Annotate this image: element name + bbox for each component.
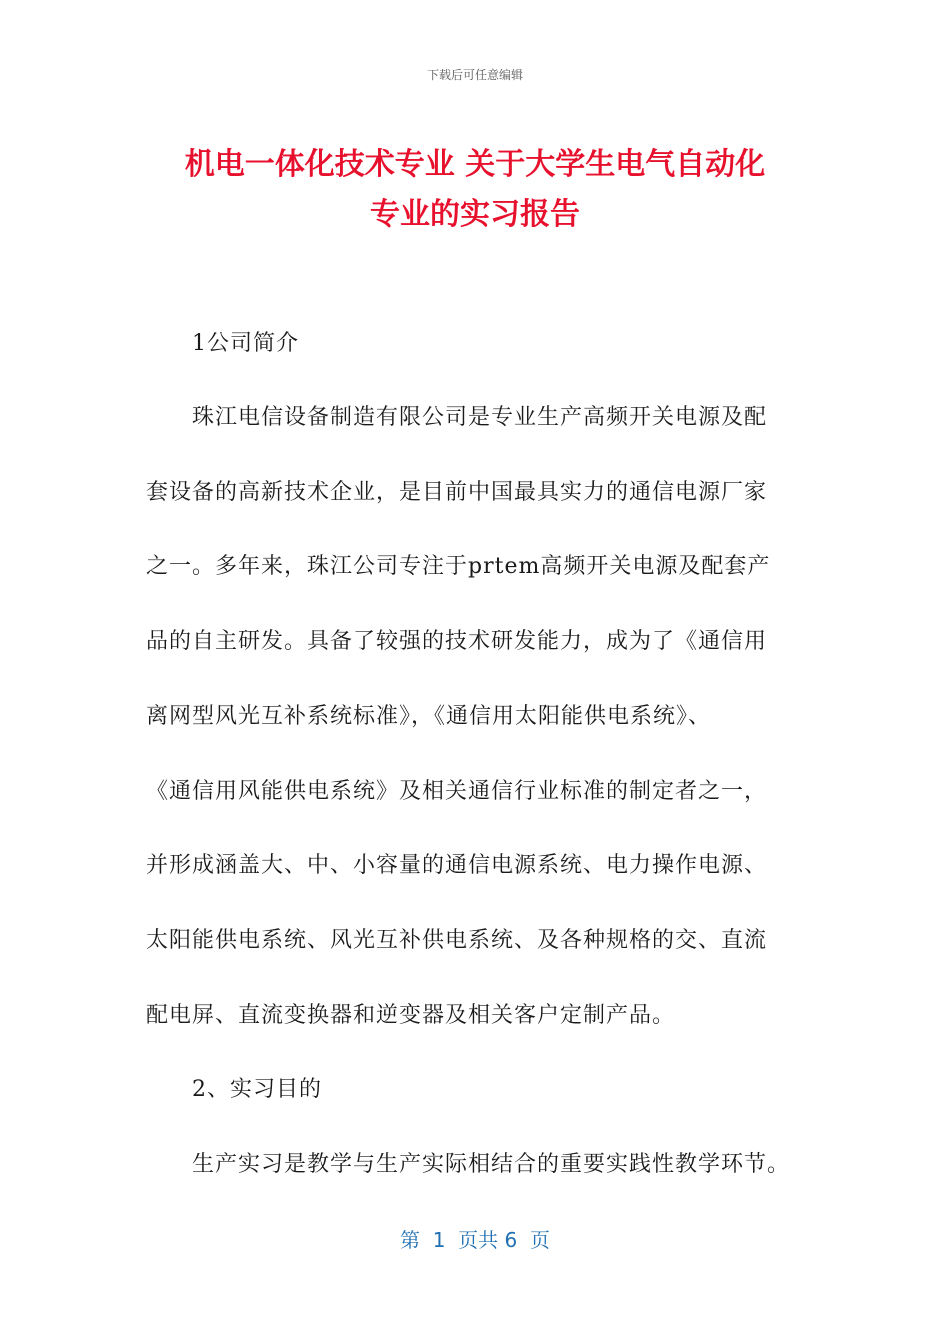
paragraph-line: 之一。多年来，珠江公司专注于prtem高频开关电源及配套产 xyxy=(146,554,771,579)
title-line-2: 专业的实习报告 xyxy=(370,197,580,232)
paragraph-line: 离网型风光互补系统标准》，《通信用太阳能供电系统》、 xyxy=(146,704,712,729)
paragraph-line: 品的自主研发。具备了较强的技术研发能力，成为了《通信用 xyxy=(146,629,768,654)
document-title xyxy=(120,140,830,240)
title-line-1: 机电一体化技术专业 关于大学生电气自动化 xyxy=(184,147,766,182)
paragraph-line: 生产实习是教学与生产实际相结合的重要实践性教学环节。 xyxy=(192,1152,791,1177)
page-number-footer: 第 1 页共 6 页 xyxy=(400,1228,550,1252)
section-heading-internship-purpose: 2、实习目的 xyxy=(192,1077,322,1102)
paragraph-line: 《通信用风能供电系统》及相关通信行业标准的制定者之一， xyxy=(146,779,768,804)
paragraph-line: 配电屏、直流变换器和逆变器及相关客户定制产品。 xyxy=(146,1003,676,1028)
paragraph-line: 并形成涵盖大、中、小容量的通信电源系统、电力操作电源、 xyxy=(146,853,768,878)
section-heading-company-intro: 1公司简介 xyxy=(192,331,299,356)
paragraph-line: 太阳能供电系统、风光互补供电系统、及各种规格的交、直流 xyxy=(146,928,768,953)
page-header-note: 下载后可任意编辑 xyxy=(426,68,523,82)
paragraph-line: 套设备的高新技术企业，是目前中国最具实力的通信电源厂家 xyxy=(146,480,768,505)
paragraph-line: 珠江电信设备制造有限公司是专业生产高频开关电源及配 xyxy=(192,405,768,430)
